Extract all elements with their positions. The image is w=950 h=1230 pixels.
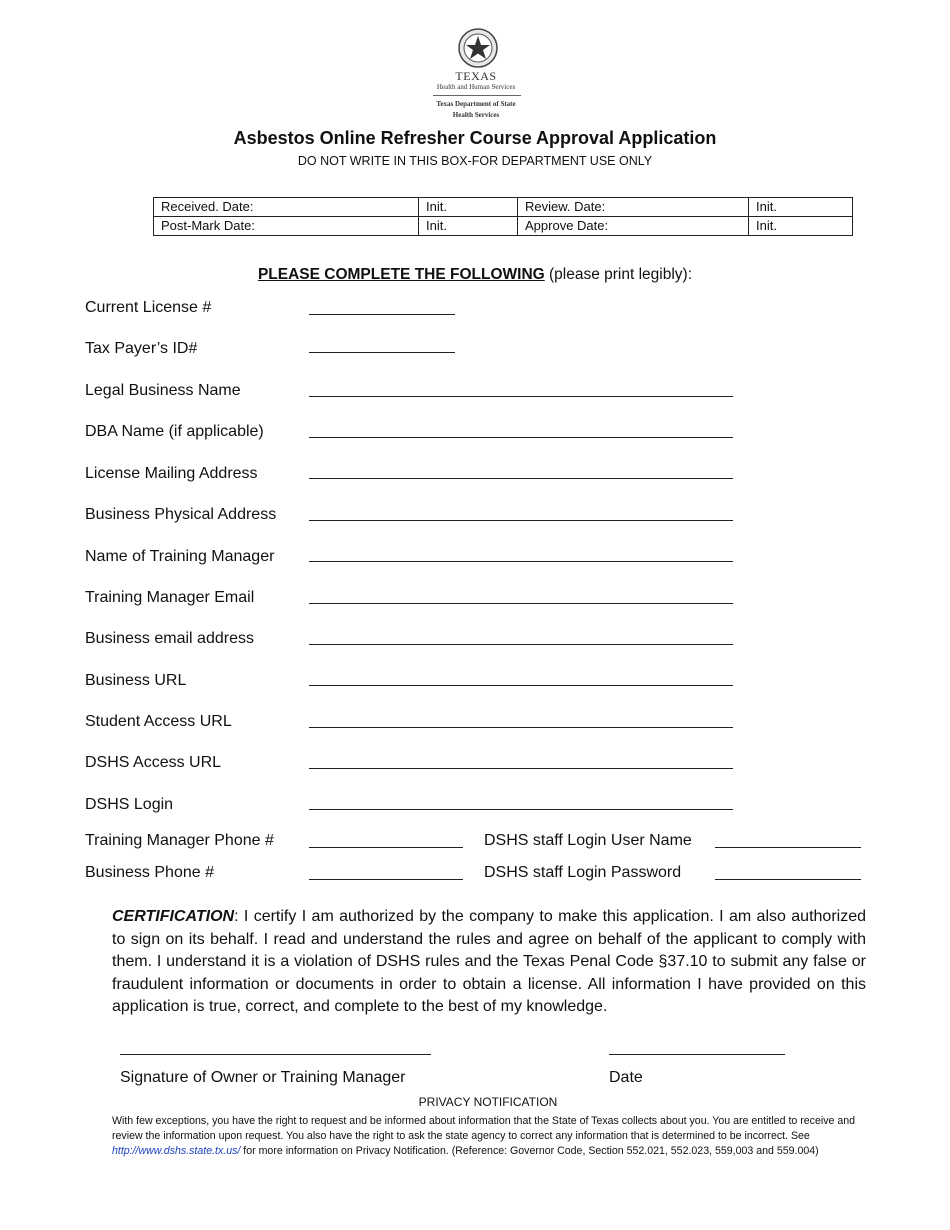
table-cell: Approve Date: <box>518 217 749 236</box>
logo-sub3: Health Services <box>452 111 500 119</box>
office-use-note: DO NOT WRITE IN THIS BOX-FOR DEPARTMENT USE ONLY <box>297 154 653 168</box>
privacy-text-before: With few exceptions, you have the right to request and be informed about information that the State of Texas collects about you. You are entitled to receive and review the information upon request. You also have the right to ask the state agency to correct any information that is determined to be incorrect. See <box>112 1115 856 1142</box>
office-use-table <box>153 197 853 236</box>
field-label-dshs-access-url: DSHS Access URL <box>85 754 222 771</box>
instructions-bold: PLEASE COMPLETE THE FOLLOWING <box>257 266 545 283</box>
dshs-login-input[interactable] <box>309 809 733 810</box>
current-license-input[interactable] <box>309 314 455 315</box>
field-label-business-phone: Business Phone # <box>85 864 214 881</box>
logo-sub2: Texas Department of State <box>436 100 516 108</box>
tax-payer-id-input[interactable] <box>309 352 455 353</box>
field-label-dshs-login: DSHS Login <box>85 796 174 813</box>
table-cell: Init. <box>749 217 853 236</box>
table-row <box>154 217 853 236</box>
privacy-text <box>112 1114 868 1159</box>
certification-keyword: CERTIFICATION <box>112 908 235 925</box>
logo-sub1: Health and Human Services <box>436 83 516 91</box>
field-label-physical-address: Business Physical Address <box>85 506 277 523</box>
table-cell: Review. Date: <box>518 198 749 217</box>
certification-text: : I certify I am authorized by the company to make this application. I am also authorized to sign on its behalf. I read and understand the rules and agree on behalf of the applicant to comply with them. I understand it is a violation of DSHS rules and the Texas Penal Code §37.10 to submit any false or fraudulent information or documents in order to obtain a license. All information I have provided on this application is true, correct, and complete to the best of my knowledge. <box>112 908 866 1015</box>
staff-login-username-input[interactable] <box>715 847 861 848</box>
field-label-business-url: Business URL <box>85 672 187 689</box>
texas-seal-logo <box>458 28 498 68</box>
business-email-input[interactable] <box>309 644 733 645</box>
staff-login-password-input[interactable] <box>715 879 861 880</box>
field-label-mailing-address: License Mailing Address <box>85 465 258 482</box>
signature-label: Signature of Owner or Training Manager <box>120 1069 406 1086</box>
signature-line[interactable] <box>120 1054 431 1055</box>
training-manager-phone-input[interactable] <box>309 847 463 848</box>
field-label-current-license: Current License # <box>85 299 212 316</box>
training-manager-email-input[interactable] <box>309 603 733 604</box>
legal-business-name-input[interactable] <box>309 396 733 397</box>
table-row <box>154 198 853 217</box>
field-label-staff-login-password: DSHS staff Login Password <box>484 864 682 881</box>
date-label: Date <box>609 1069 643 1086</box>
field-label-training-manager-email: Training Manager Email <box>85 589 255 606</box>
table-cell: Post-Mark Date: <box>154 217 419 236</box>
instructions-rest: (please print legibly): <box>544 266 693 283</box>
certification-paragraph <box>112 906 866 1019</box>
table-cell: Init. <box>419 198 518 217</box>
field-label-student-access-url: Student Access URL <box>85 713 232 730</box>
date-line[interactable] <box>609 1054 785 1055</box>
table-cell: Init. <box>749 198 853 217</box>
table-cell: Init. <box>419 217 518 236</box>
physical-address-input[interactable] <box>309 520 733 521</box>
field-label-dba-name: DBA Name (if applicable) <box>85 423 264 440</box>
logo-name: TEXAS <box>455 69 497 83</box>
business-phone-input[interactable] <box>309 879 463 880</box>
field-label-business-email: Business email address <box>85 630 254 647</box>
page-title: Asbestos Online Refresher Course Approval Application <box>233 128 717 148</box>
student-access-url-input[interactable] <box>309 727 733 728</box>
field-label-staff-login-username: DSHS staff Login User Name <box>484 832 692 849</box>
dba-name-input[interactable] <box>309 437 733 438</box>
privacy-link[interactable]: http://www.dshs.state.tx.us/ <box>112 1145 241 1157</box>
field-label-training-manager-phone: Training Manager Phone # <box>85 832 274 849</box>
field-label-tax-payer-id: Tax Payer’s ID# <box>85 340 198 357</box>
mailing-address-input[interactable] <box>309 478 733 479</box>
training-manager-name-input[interactable] <box>309 561 733 562</box>
table-cell: Received. Date: <box>154 198 419 217</box>
field-label-legal-business-name: Legal Business Name <box>85 382 241 399</box>
business-url-input[interactable] <box>309 685 733 686</box>
dshs-access-url-input[interactable] <box>309 768 733 769</box>
instructions <box>0 266 950 284</box>
privacy-title: PRIVACY NOTIFICATION <box>418 1095 558 1109</box>
privacy-text-after: for more information on Privacy Notification. (Reference: Governor Code, Section 552.021, 552.023, 559,003 and 559.004) <box>240 1145 819 1157</box>
field-label-training-manager-name: Name of Training Manager <box>85 548 275 565</box>
logo-divider <box>433 95 521 96</box>
